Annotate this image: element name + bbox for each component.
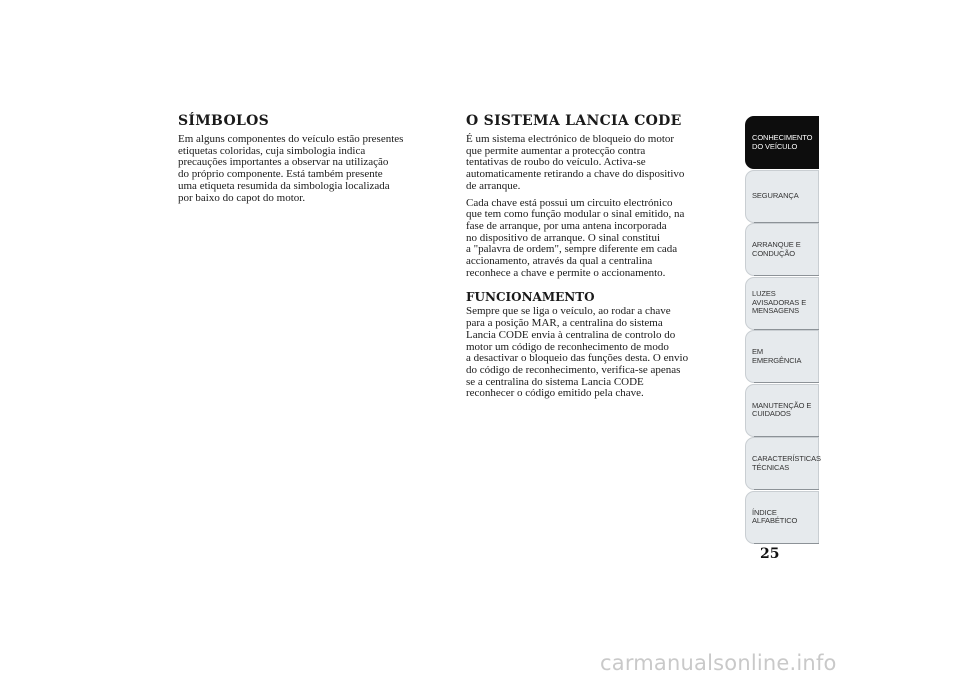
- tab-label: ARRANQUE E CONDUÇÃO: [752, 240, 801, 258]
- tab-em-emergencia[interactable]: [745, 330, 819, 383]
- chapter-tabs: [745, 116, 819, 544]
- tab-caracteristicas-tecnicas[interactable]: [745, 437, 819, 490]
- right-column: [466, 113, 740, 405]
- section-heading-lancia-code: O SISTEMA LANCIA CODE: [466, 113, 682, 129]
- simbolos-paragraph: Em alguns componentes do veículo estão presentes etiquetas coloridas, cuja simbologia indica precauções importantes a observar na utilização do próprio componente. Está também presente uma etiqueta resumida da simbologia localizada por baixo do capot do motor.: [178, 133, 404, 204]
- tab-label: CARACTERÍSTICAS TÉCNICAS: [752, 454, 821, 472]
- section-heading-simbolos: SÍMBOLOS: [178, 113, 269, 129]
- tab-label: EM EMERGÊNCIA: [752, 347, 802, 365]
- lancia-code-paragraph-1: É um sistema electrónico de bloqueio do motor que permite aumentar a protecção contra tentativas de roubo do veículo. Activa-se automaticamente retirando a chave do dispositivo de arranque.: [466, 133, 685, 192]
- tab-label: SEGURANÇA: [752, 190, 799, 200]
- tab-conhecimento-do-veiculo[interactable]: [745, 116, 819, 169]
- tab-label: LUZES AVISADORAS E MENSAGENS: [752, 289, 807, 316]
- tab-seguranca[interactable]: [745, 170, 819, 223]
- tab-label: ÍNDICE ALFABÉTICO: [752, 507, 798, 525]
- watermark: carmanualsonline.info: [600, 651, 837, 675]
- subheading-funcionamento: FUNCIONAMENTO: [466, 290, 595, 305]
- tab-label: MANUTENÇÃO E CUIDADOS: [752, 400, 812, 418]
- page-number: 25: [760, 546, 780, 562]
- tab-luzes-avisadoras[interactable]: [745, 277, 819, 330]
- tab-manutencao-e-cuidados[interactable]: [745, 384, 819, 437]
- funcionamento-paragraph: Sempre que se liga o veículo, ao rodar a chave para a posição MAR, a centralina do sistema Lancia CODE envia à centralina de controlo do motor um código de reconhecimento de modo a desactivar o bloqueio das funções desta. O envio do código de reconhecimento, verifica-se apenas se a centralina do sistema Lancia CODE reconhecer o código emitido pela chave.: [466, 305, 689, 400]
- tab-arranque-e-conducao[interactable]: [745, 223, 819, 276]
- lancia-code-paragraph-2: Cada chave está possui um circuito electrónico que tem como função modular o sinal emitido, na fase de arranque, por uma antena incorporada no dispositivo de arranque. O sinal constitui a "palavra de ordem", sempre diferente em cada accionamento, através da qual a centralina reconhece a chave e permite o accionamento.: [466, 196, 685, 279]
- left-column: [178, 113, 458, 209]
- tab-indice-alfabetico[interactable]: [745, 491, 819, 544]
- tab-label: CONHECIMENTO DO VEÍCULO: [752, 133, 813, 151]
